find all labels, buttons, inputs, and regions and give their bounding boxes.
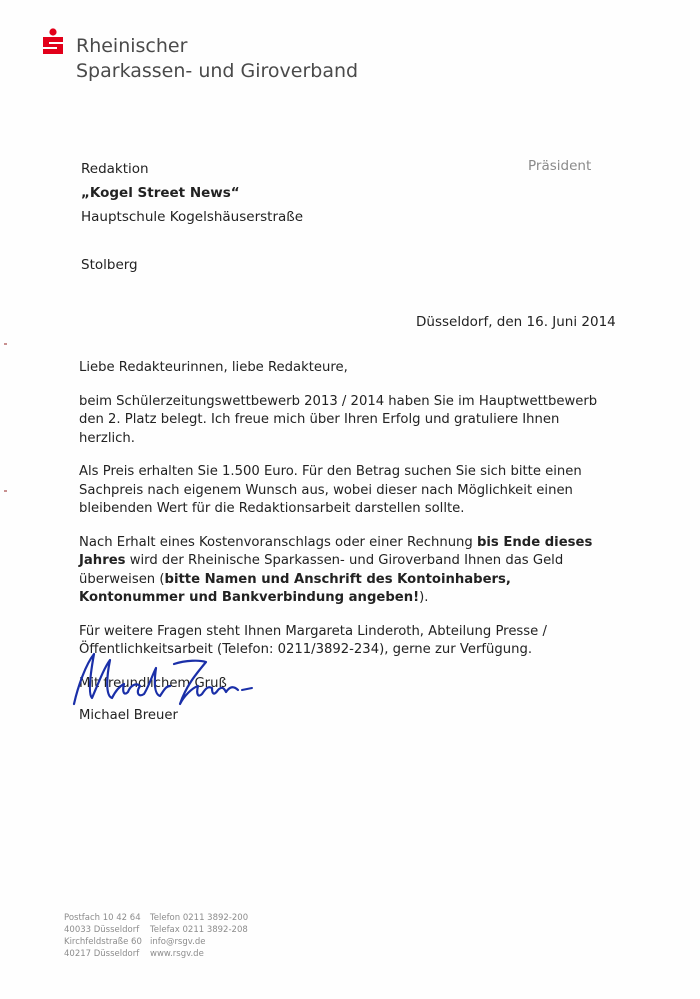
- recipient-line-3: Hauptschule Kogelshäuserstraße: [81, 209, 304, 225]
- org-line-1: Rheinischer: [76, 35, 188, 57]
- fold-mark: [4, 490, 7, 492]
- organization-name: [76, 34, 358, 84]
- dateline: Düsseldorf, den 16. Juni 2014: [416, 314, 616, 330]
- footer-address-line: Kirchfeldstraße 60: [64, 937, 142, 947]
- footer-email-link[interactable]: info@rsgv.de: [150, 937, 206, 947]
- footer-phone: Telefon 0211 3892-200: [150, 913, 249, 923]
- footer-fax: Telefax 0211 3892-208: [150, 925, 248, 935]
- paragraph-3-part-c: wird der Rheinische Sparkassen- und Giroverband Ihnen das Geld überweisen (: [79, 553, 564, 587]
- signatory-name: Michael Breuer: [79, 708, 178, 723]
- salutation: Liebe Redakteurinnen, liebe Redakteure,: [79, 360, 348, 375]
- paragraph-4: Für weitere Fragen steht Ihnen Margareta Linderoth, Abteilung Presse / Öffentlichkeitsarbeit (Telefon: 0211/3892-234), gerne zur Verfügung.: [79, 623, 547, 657]
- footer-address-line: 40217 Düsseldorf: [64, 949, 140, 959]
- paragraph-3-part-a: Nach Erhalt eines Kostenvoranschlags oder einer Rechnung: [79, 534, 477, 550]
- paragraph-2: Als Preis erhalten Sie 1.500 Euro. Für den Betrag suchen Sie sich bitte einen Sachpreis nach eigenem Wunsch aus, wobei dieser nach Möglichkeit einen bleibenden Wert für die Redaktionsarbeit darstellen sollte.: [79, 464, 582, 516]
- paragraph-3: [79, 534, 607, 608]
- recipient-line-1: Redaktion: [81, 161, 149, 177]
- footer-website-link[interactable]: www.rsgv.de: [150, 949, 204, 959]
- sender-role: Präsident: [528, 158, 592, 174]
- org-line-2: Sparkassen- und Giroverband: [76, 60, 359, 82]
- paragraph-3-part-e: ).: [419, 590, 429, 605]
- recipient-line-4: Stolberg: [81, 257, 138, 273]
- recipient-line-2: „Kogel Street News“: [81, 185, 240, 201]
- paragraph-1: beim Schülerzeitungswettbewerb 2013 / 2014 haben Sie im Hauptwettbewerb den 2. Platz belegt. Ich freue mich über Ihren Erfolg und gratuliere Ihnen herzlich.: [79, 393, 598, 446]
- sparkasse-logo-icon: [38, 28, 68, 56]
- recipient-address: [81, 157, 303, 277]
- footer-address-line: Postfach 10 42 64: [64, 913, 141, 923]
- footer-address: [64, 912, 142, 960]
- punch-mark: [4, 343, 7, 345]
- footer-address-line: 40033 Düsseldorf: [64, 925, 140, 935]
- paragraph-3-deadline: bis Ende dieses Jahres: [79, 534, 593, 568]
- paragraph-3-bank-request: bitte Namen und Anschrift des Kontoinhabers, Kontonummer und Bankverbindung angeben!: [79, 571, 511, 605]
- closing: Mit freundlichem Gruß: [79, 675, 227, 691]
- footer-contact: [150, 912, 248, 960]
